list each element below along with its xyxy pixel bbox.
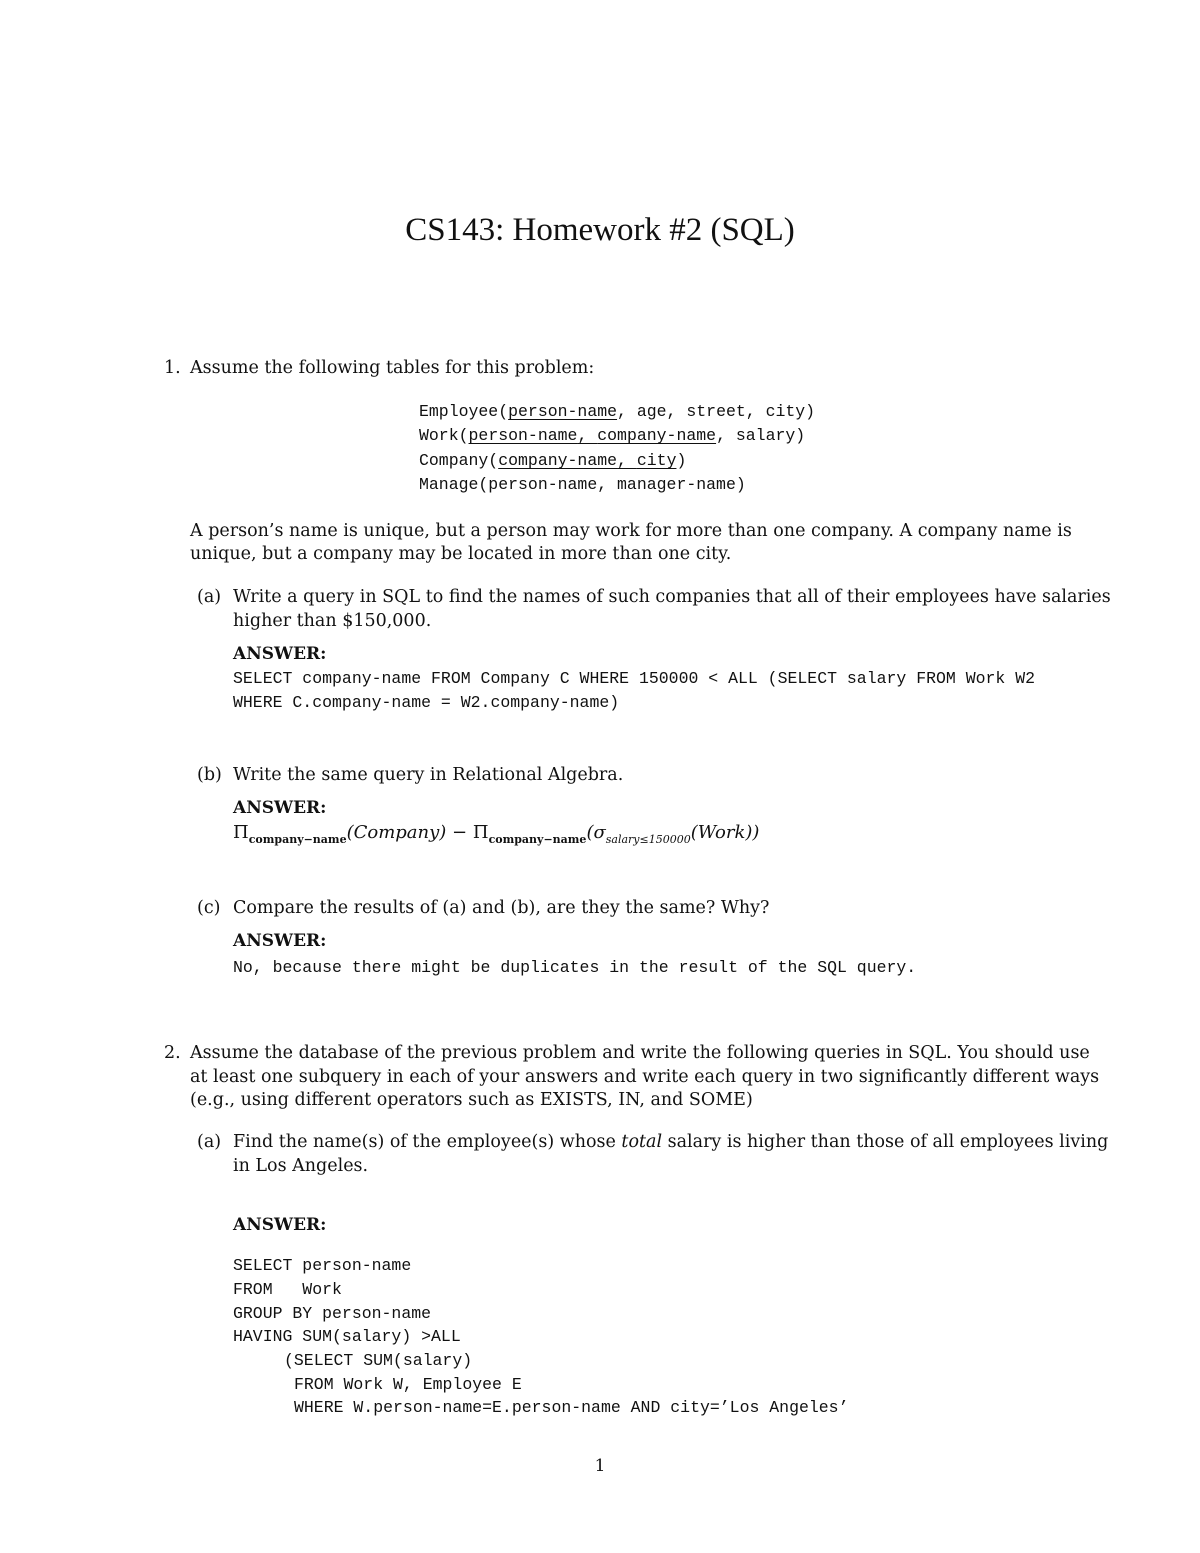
relational-algebra-expression: $\Pi_{company-name}(Company)$ − $\Pi_{company-name}(\sigma_{salary\le 150000}(Work))$ bbox=[233, 822, 760, 846]
q2-number: 2. bbox=[164, 1043, 181, 1063]
page-number: 1 bbox=[594, 1456, 606, 1476]
q1c-text: Compare the results of (a) and (b), are they the same? Why? bbox=[233, 898, 770, 918]
q2-text-line1: Assume the database of the previous problem and write the following queries in SQL. You should use bbox=[190, 1043, 1090, 1063]
q1b-answer-label: ANSWER: bbox=[233, 798, 327, 818]
q1a-label: (a) bbox=[197, 587, 222, 607]
schema-employee: Employee(person-name, age, street, city) bbox=[419, 402, 816, 421]
q1b-text: Write the same query in Relational Algebra. bbox=[233, 765, 624, 785]
q2a-sql-line1: SELECT person-name bbox=[233, 1256, 412, 1275]
q2a-sql-line2: FROM Work bbox=[233, 1280, 342, 1299]
q1-number: 1. bbox=[164, 358, 181, 378]
q2a-text-line2: in Los Angeles. bbox=[233, 1156, 369, 1176]
schema-company: Company(company-name, city) bbox=[419, 451, 687, 470]
q1-paragraph-line2: unique, but a company may be located in more than one city. bbox=[190, 544, 732, 564]
q1c-answer: No, because there might be duplicates in the result of the SQL query. bbox=[233, 958, 917, 977]
q1a-text-line2: higher than $150,000. bbox=[233, 611, 432, 631]
q1a-answer-line2: WHERE C.company-name = W2.company-name) bbox=[233, 693, 620, 712]
q1a-answer-label: ANSWER: bbox=[233, 644, 327, 664]
q2-text-line2: at least one subquery in each of your answers and write each query in two significantly different ways bbox=[190, 1067, 1100, 1087]
q2a-sql-line3: GROUP BY person-name bbox=[233, 1304, 432, 1323]
q1-intro: Assume the following tables for this problem: bbox=[190, 358, 595, 378]
schema-manage: Manage(person-name, manager-name) bbox=[419, 475, 746, 494]
q1a-answer-line1: SELECT company-name FROM Company C WHERE 150000 < ALL (SELECT salary FROM Work W2 bbox=[233, 669, 1036, 688]
q2a-sql-line7: WHERE W.person-name=E.person-name AND city=’Los Angeles’ bbox=[294, 1398, 849, 1417]
q1c-answer-label: ANSWER: bbox=[233, 931, 327, 951]
page-title: CS143: Homework #2 (SQL) bbox=[405, 212, 795, 248]
q1b-label: (b) bbox=[197, 765, 222, 785]
q2a-answer-label: ANSWER: bbox=[233, 1215, 327, 1235]
q2a-sql-line6: FROM Work W, Employee E bbox=[294, 1375, 522, 1394]
q1a-text-line1: Write a query in SQL to find the names of such companies that all of their employees have salaries bbox=[233, 587, 1111, 607]
q2-text-line3: (e.g., using different operators such as EXISTS, IN, and SOME) bbox=[190, 1090, 753, 1110]
q2a-sql-line4: HAVING SUM(salary) >ALL bbox=[233, 1327, 461, 1346]
q2a-sql-line5: (SELECT SUM(salary) bbox=[284, 1351, 473, 1370]
q1-paragraph-line1: A person’s name is unique, but a person may work for more than one company. A company name is bbox=[190, 521, 1072, 541]
schema-work: Work(person-name, company-name, salary) bbox=[419, 426, 806, 445]
q1c-label: (c) bbox=[197, 898, 221, 918]
q2a-label: (a) bbox=[197, 1132, 222, 1152]
q2a-text-line1: Find the name(s) of the employee(s) whose total salary is higher than those of all employees living bbox=[233, 1132, 1109, 1152]
